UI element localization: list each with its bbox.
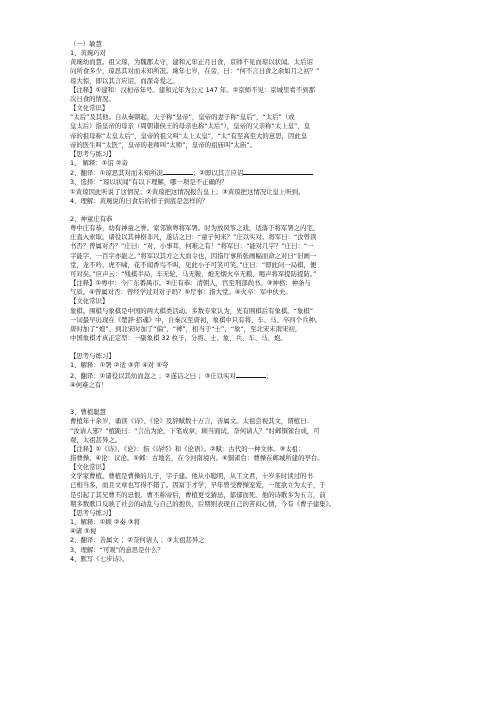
exercise-item: 4、理解：黄琬说的日食后的样子到底是怎样的？	[70, 196, 209, 205]
exercise-item	[70, 168, 428, 178]
paragraph-line: 庄直入索取。诸役以其神格非凡，遂诘之曰：“童子何来？”庄以实对。将军曰：“汝曾读	[70, 233, 317, 242]
exercise-item	[70, 371, 428, 381]
culture-line: 唐时加了“炮”、到北宋时加了“偏”、“裨”，相当于“士”、“象”，至北宋末南宋初，	[70, 324, 302, 333]
paragraph-line: 琼大惊，即以其言应诏，而深奇爱之。	[70, 76, 179, 85]
exercise-item: 1、 解释：①诏 ②奇	[70, 159, 128, 168]
exercise-heading: 【思考与练习】	[70, 352, 115, 361]
exercise-text: ；	[265, 371, 273, 380]
exercise-item: ④何难之有！	[70, 380, 108, 389]
note-line: 【注释】①粤中：今广东番禺市。②庄有恭：清朝人，官至刑部尚书。③神格：神条与	[70, 279, 311, 288]
culture-heading: 【文化常识】	[70, 297, 109, 306]
culture-line: 一词最早出现在《楚辞·招魂》中，自秦汉至唐初，象棋中只有将、车、马、卒四个兵种。	[70, 315, 322, 324]
note-line: 【注释】①建和：汉桓帝年号。建和元年为公元 147 年。②京师不见：京城里看不到那	[70, 85, 315, 94]
paragraph-line: 书否？曾属对否？”庄曰：“对，小事耳，何难之有！”将军曰：“能对几字？”庄曰：“一	[70, 242, 314, 251]
culture-heading: 【文化常识】	[70, 104, 109, 113]
exercise-heading: 【思考与练习】	[70, 508, 115, 517]
culture-line: 期多数歌口反映了社会的动乱与自己的抱负，后期则表现自己的苦闷心情，今有《曹子建集》。	[70, 499, 336, 508]
answer-blank[interactable]	[243, 168, 313, 175]
exercise-text: ；②即以其言应诏	[192, 169, 244, 178]
paragraph-line: 堂，龙不吟，虎不啸，花不闻香鸟不叫，见此小子可笑可笑。”庄曰：“即此问一局棋，便	[70, 260, 317, 269]
paragraph-line: 问所食多少，琼思其对而未知所况。琬年七岁，在旁，曰：“何不言日食之余如月之初？”	[70, 67, 320, 76]
section-title: 3、曹植聪慧	[70, 408, 107, 417]
exercise-item: ④诸 ⑤视	[70, 527, 97, 536]
culture-line: 已相当多，而且文章也写得不错了。因富于才学，早年曾受曹操宠爱，一度欲立为太子，于	[70, 481, 326, 490]
paragraph-line: 曹植年十余岁，诵读《诗》、《论》及辞赋数十万言，善属文。太祖尝视其文，谓植曰：	[70, 417, 313, 426]
answer-blank[interactable]	[236, 371, 266, 378]
paragraph-line: 黄琬幼而慧。祖父琼，为魏郡太守，建和元年正月日食，京师不见而琼以状闻。太后诏	[70, 58, 313, 67]
exercise-item: 1、解释：①署 ②适 ③弈 ④对 ⑤夸	[70, 361, 169, 370]
culture-line: 帝的祖母称“太皇太后”，皇帝的祖父叫“太上太皇”，“太”有至高至大的意思，因此皇	[70, 131, 308, 140]
culture-line: 中国象棋才真正定型：一副象棋 32 枚子，分将、士、象、兵、车、马、炮。	[70, 333, 287, 342]
culture-line: 是引起了其兄曹丕的忌恨。曹丕称帝后，曹植更受猜忌，郁郁而死。他的诗歌多为五言，前	[70, 490, 326, 499]
paragraph-line: 可对矣。”应声云：“残棋半局，车无轮，马无鞍，炮无烟火卒无粮，喝声将军提防提防。”	[70, 269, 317, 278]
paragraph-line: “汝请人邪？”植跪曰：“言出为论，下笔成章，顾当面试，奈何请人？”时邺铜雀台成，可	[70, 426, 320, 435]
unit-title: （一）敏慧	[70, 40, 102, 48]
exercise-options: ①黄琼因此听说了这情况；②黄琼把这情况报告皇上；③黄琼把这情况让皇上听到。	[70, 187, 305, 196]
exercise-item: 2、翻译：善属文 ；②奈何请人 ；③太祖甚异之	[70, 536, 205, 545]
exercise-item: 3、选择：“琼以状闻”有以下理解，哪一项是不正确的？	[70, 178, 228, 187]
exercise-item: 4、默写《七步诗》。	[70, 554, 129, 563]
exercise-item: 3、理解：“可观”的意思是什么？	[70, 545, 164, 554]
section-title: 1、黄琬巧对	[70, 49, 107, 58]
exercise-text: 2、翻译：①琼思其对而未知所况	[70, 169, 163, 178]
paragraph-line: 观，太祖甚异之。	[70, 435, 122, 444]
note-line: 次日食的情况。	[70, 94, 115, 103]
exercise-heading: 【思考与练习】	[70, 149, 115, 158]
culture-heading: 【文化常识】	[70, 463, 109, 472]
note-line: 指曹操。④论：议论。⑤邺：古地名，在今河南境内。⑥铜雀台：曹操在邺城所建的亭台。	[70, 453, 324, 462]
exercise-item: 1、解释：①顾 ②奏 ③将	[70, 518, 141, 527]
culture-line: 皇太后）指皇帝的母亲（周朝诸侯王的母亲也称“太后”），皇帝的父亲称“太上皇”，皇	[70, 122, 311, 131]
document-content	[70, 40, 428, 564]
section-title: 2、神童庄有恭	[70, 214, 113, 223]
note-line: 气质。④曾属对否：曾经学过对对子吗？⑤厅事：指大堂。⑥火卒：军中伙夫。	[70, 288, 292, 297]
answer-blank[interactable]	[163, 168, 193, 175]
note-line: 【注释】①《诗》、《论》：指《诗经》和《论语》。②赋：古代的一种文体。③太祖：	[70, 444, 305, 453]
culture-line: “太后”及其他。自从秦朝起，天子称“皇帝”，皇帝的妻子称“皇后”，“太后”（或	[70, 113, 295, 122]
culture-line: 象棋。围棋与象棋是中国的两大棋类活动。多数专家认为，先有围棋后有象棋。“象棋”	[70, 306, 314, 315]
paragraph-line: 字能字，一百字亦能之。”将军以其方之大而令也，因指厅事所张画幅而命之对曰“旧画一	[70, 251, 317, 260]
paragraph-line: 粤中庄有恭，幼有神童之誉。家邻镇粤将军署。时为放风筝之戏，适落于将军署之内宅，	[70, 224, 320, 233]
exercise-text: 2、翻译：①诸役以其幼而忽之 ；②遂诘之曰 ；③庄以实对	[70, 371, 236, 380]
culture-line: 帝的医生叫“太医”，皇帝的老师叫“太师”，皇帝的祖庙叫“太庙”。	[70, 140, 257, 149]
culture-line: 文学家曹植。曹植是曹操的儿子，字子建。他从小聪明，从工文君，十岁多时读过的书	[70, 472, 313, 481]
